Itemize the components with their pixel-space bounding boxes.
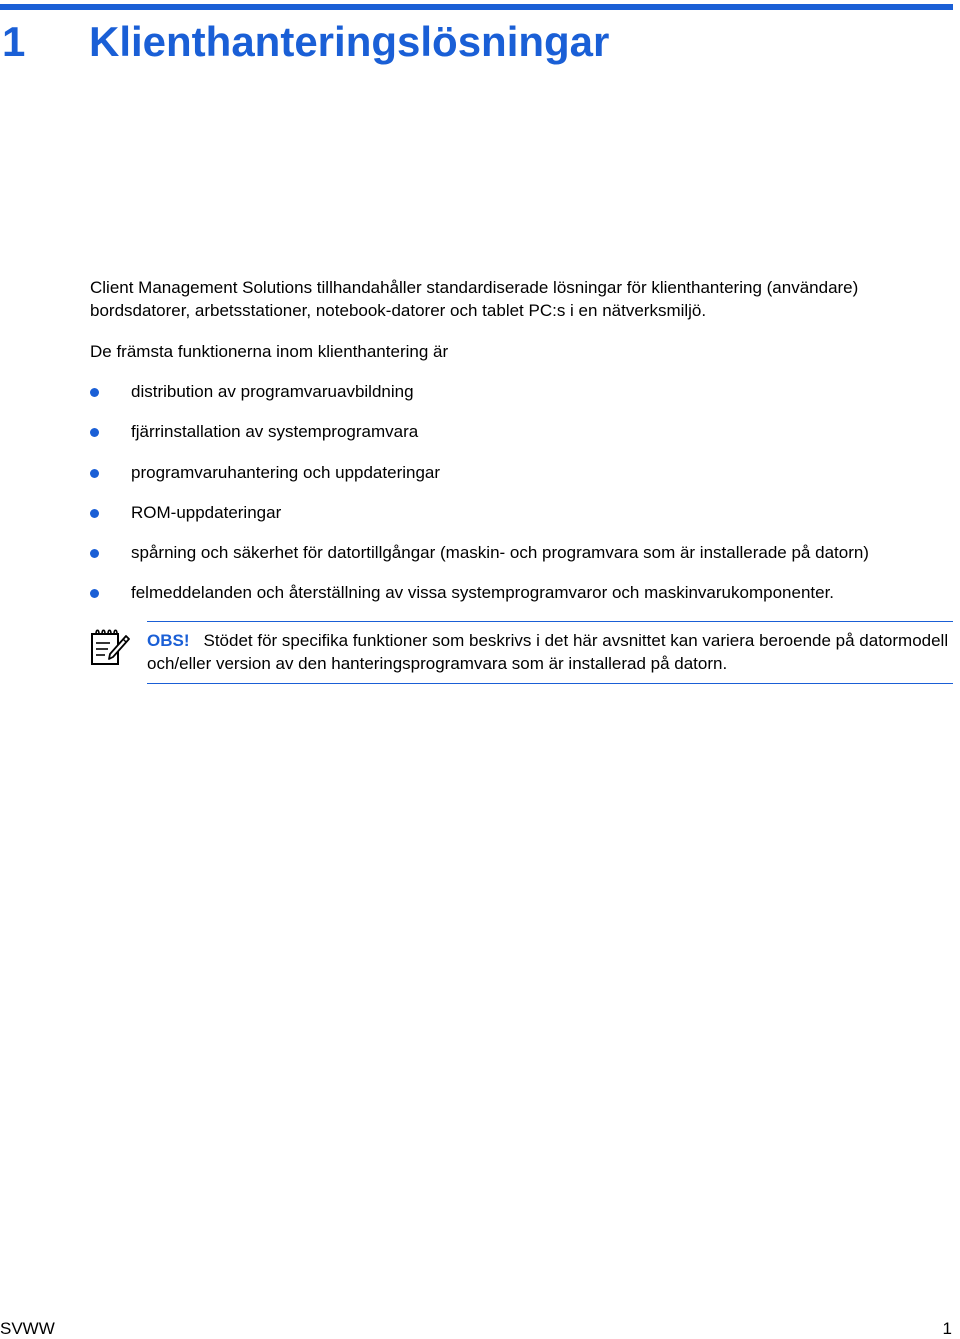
bullet-icon xyxy=(90,509,99,518)
bullet-icon xyxy=(90,388,99,397)
note-label: OBS! xyxy=(147,631,190,650)
bullet-icon xyxy=(90,469,99,478)
bullet-icon xyxy=(90,428,99,437)
list-item-text: spårning och säkerhet för datortillgångar (maskin- och programvara som är installerade på datorn) xyxy=(131,543,869,563)
note-rule-bottom xyxy=(147,683,953,684)
note-box xyxy=(90,621,953,685)
note-body: Stödet för specifika funktioner som beskrivs i det här avsnittet kan variera beroende på datormodell och/eller version av den hanteringsprogramvara som är installerad på datorn. xyxy=(147,631,949,673)
note-text xyxy=(147,629,953,675)
chapter-number: 1 xyxy=(2,18,26,65)
note-rule-top xyxy=(147,621,953,622)
page-number: 1 xyxy=(942,1319,952,1338)
bullet-icon xyxy=(90,589,99,598)
footer-label: SVWW xyxy=(0,1319,55,1338)
list-item-text: ROM-uppdateringar xyxy=(131,502,282,522)
list-item xyxy=(90,581,956,621)
chapter-title: Klienthanteringslösningar xyxy=(89,18,610,65)
list-item xyxy=(90,420,956,460)
bullet-icon xyxy=(90,549,99,558)
list-item-text: fjärrinstallation av systemprogramvara xyxy=(131,422,419,442)
list-item xyxy=(90,380,956,420)
list-item-text: distribution av programvaruavbildning xyxy=(131,382,414,401)
intro-paragraph: Client Management Solutions tillhandahåller standardiserade lösningar för klienthantering (användare) bordsdatorer, arbetsstationer, notebook-datorer och tablet PC:s i en nätverksmiljö. xyxy=(90,278,859,320)
list-item xyxy=(90,541,956,581)
top-rule xyxy=(0,4,953,10)
note-pad-icon xyxy=(90,626,130,666)
list-item xyxy=(90,501,956,541)
chapter-heading xyxy=(0,14,953,70)
list-item-text: programvaruhantering och uppdateringar xyxy=(131,462,441,482)
list-item xyxy=(90,461,956,501)
feature-list xyxy=(90,380,956,622)
lead-sentence: De främsta funktionerna inom klienthantering är xyxy=(90,342,449,361)
list-item-text: felmeddelanden och återställning av vissa systemprogramvaror och maskinvarukomponenter. xyxy=(131,583,835,603)
